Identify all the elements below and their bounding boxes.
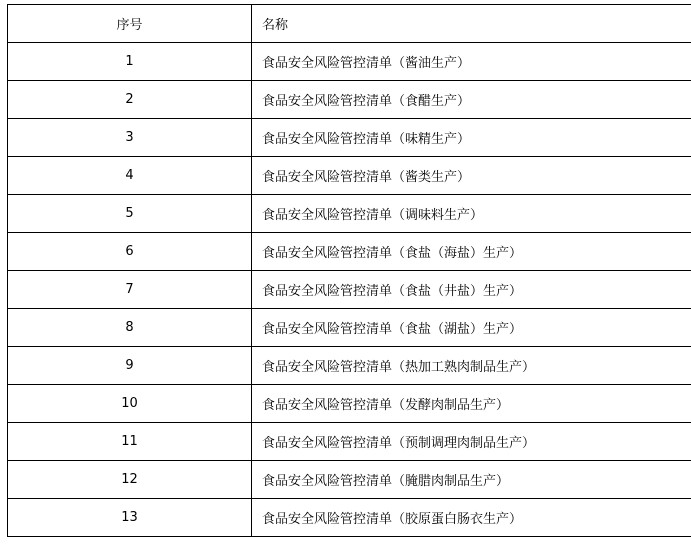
header-number: 序号 [8,5,252,43]
row-name: 食品安全风险管控清单（食盐（海盐）生产） [252,233,691,271]
table-row [8,347,691,385]
row-name: 食品安全风险管控清单（食醋生产） [252,81,691,119]
row-number: 1 [8,43,252,81]
row-number: 8 [8,309,252,347]
row-name: 食品安全风险管控清单（味精生产） [252,119,691,157]
row-number: 6 [8,233,252,271]
table-row [8,499,691,537]
document-table-container [7,4,684,537]
row-number: 5 [8,195,252,233]
row-name: 食品安全风险管控清单（预制调理肉制品生产） [252,423,691,461]
row-number: 7 [8,271,252,309]
row-number: 12 [8,461,252,499]
row-name: 食品安全风险管控清单（酱油生产） [252,43,691,81]
table-header-row [8,5,691,43]
table-row [8,233,691,271]
table-row [8,309,691,347]
row-number: 11 [8,423,252,461]
table-row [8,119,691,157]
row-name: 食品安全风险管控清单（食盐（井盐）生产） [252,271,691,309]
row-name: 食品安全风险管控清单（腌腊肉制品生产） [252,461,691,499]
food-safety-list-table [7,4,691,537]
table-row [8,385,691,423]
table-row [8,81,691,119]
row-name: 食品安全风险管控清单（胶原蛋白肠衣生产） [252,499,691,537]
row-number: 2 [8,81,252,119]
row-name: 食品安全风险管控清单（酱类生产） [252,157,691,195]
row-name: 食品安全风险管控清单（调味料生产） [252,195,691,233]
table-row [8,461,691,499]
table-row [8,195,691,233]
row-name: 食品安全风险管控清单（食盐（湖盐）生产） [252,309,691,347]
table-row [8,423,691,461]
row-number: 3 [8,119,252,157]
row-number: 9 [8,347,252,385]
row-number: 10 [8,385,252,423]
row-number: 4 [8,157,252,195]
header-name: 名称 [252,5,691,43]
row-name: 食品安全风险管控清单（热加工熟肉制品生产） [252,347,691,385]
table-row [8,271,691,309]
row-name: 食品安全风险管控清单（发酵肉制品生产） [252,385,691,423]
table-row [8,43,691,81]
row-number: 13 [8,499,252,537]
table-row [8,157,691,195]
